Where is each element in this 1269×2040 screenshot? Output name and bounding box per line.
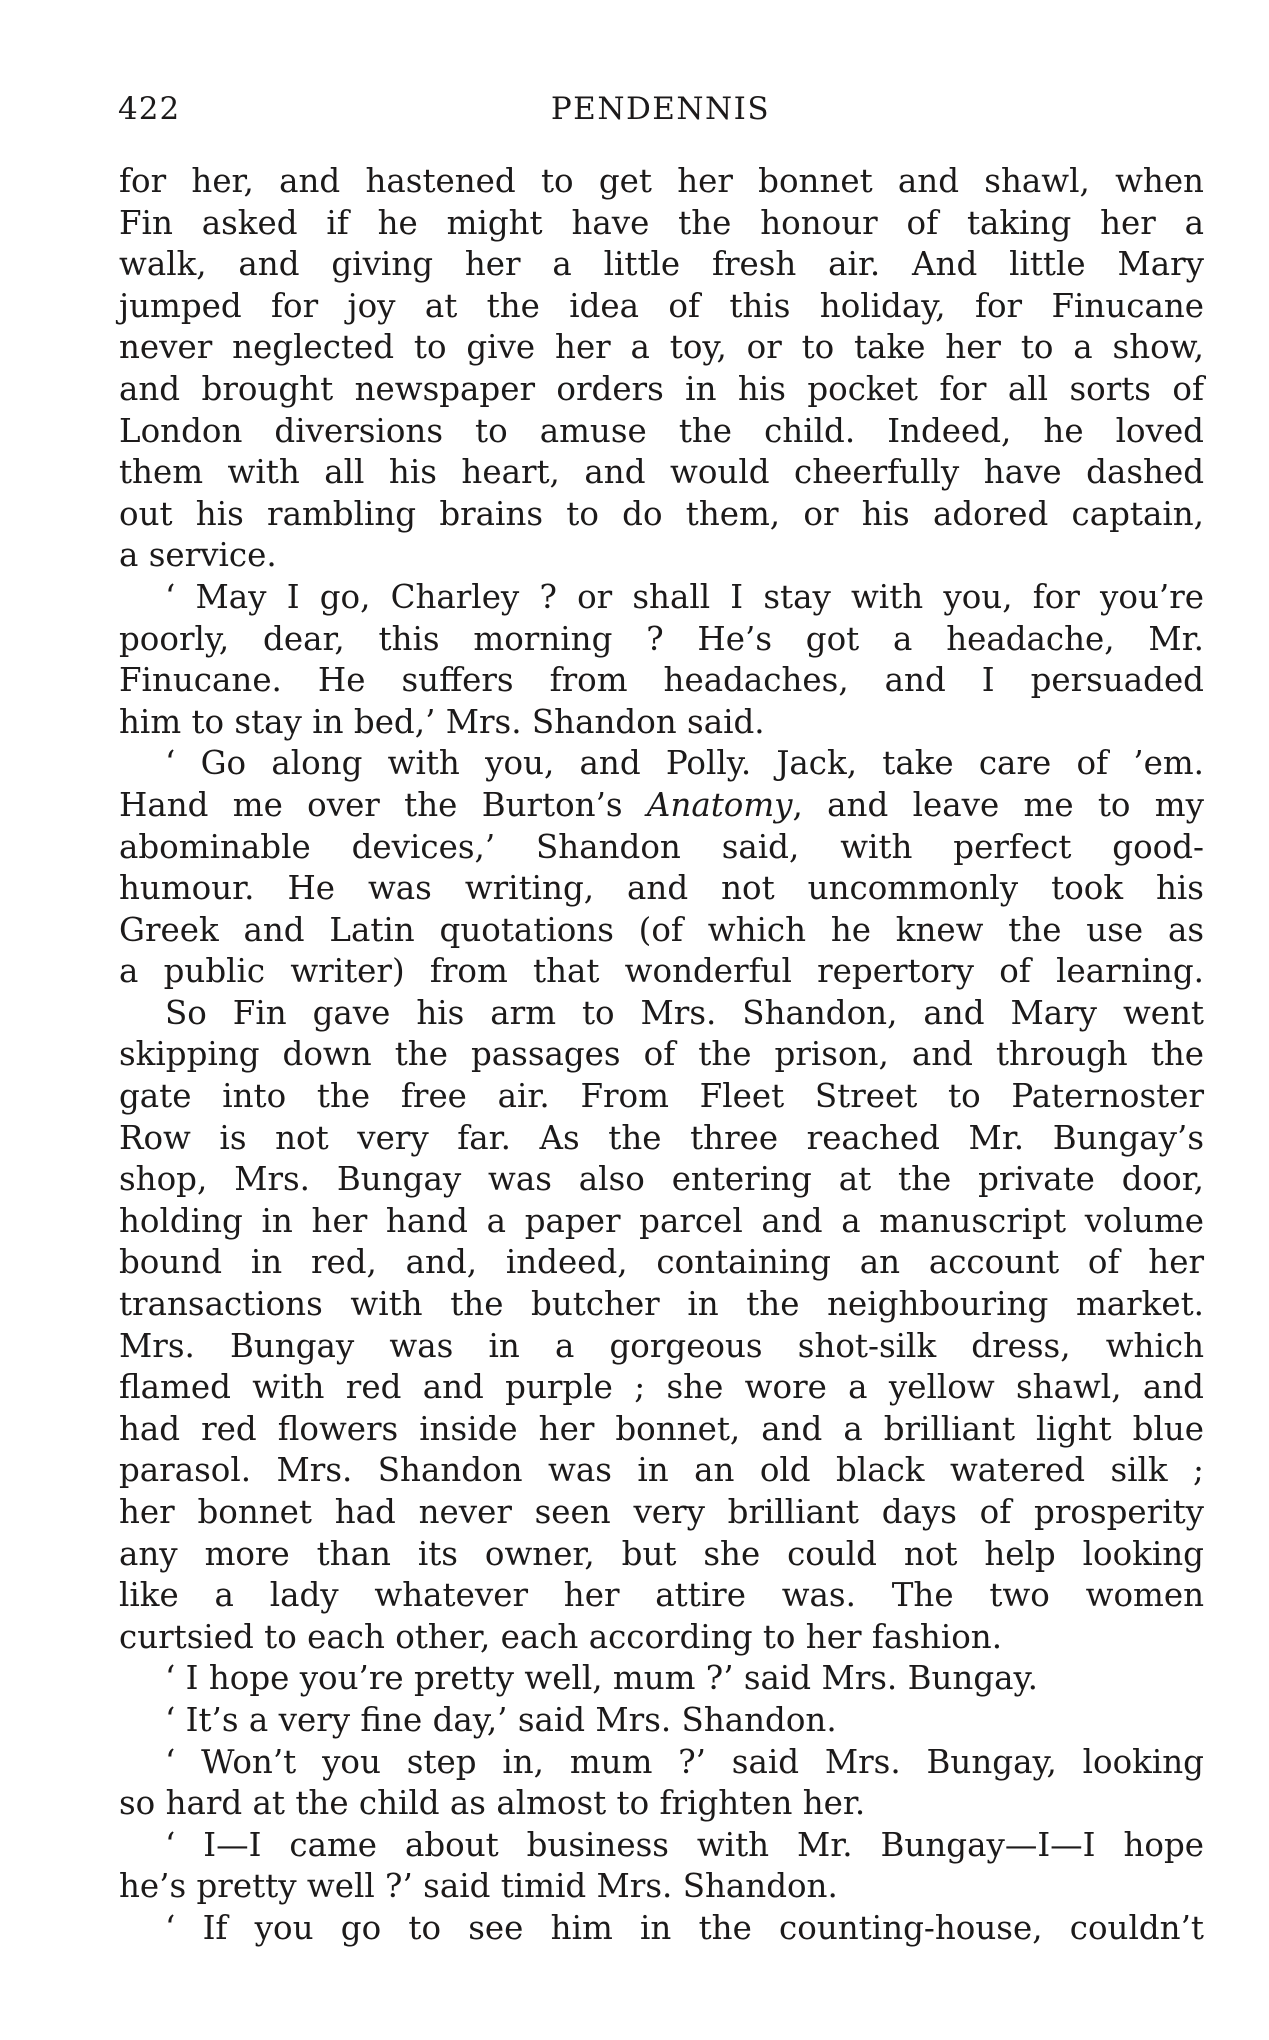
text-line: ‘ I hope you’re pretty well, mum ?’ said Mrs. Bungay. — [165, 1659, 1038, 1698]
text-line: Row is not very far. As the three reached Mr. Bungay’s — [119, 1118, 1204, 1157]
text-line: curtsied to each other, each according to her fashion. — [119, 1617, 1003, 1656]
running-title: PENDENNIS — [550, 91, 771, 127]
text-line: him to stay in bed,’ Mrs. Shandon said. — [119, 702, 765, 741]
text-line: any more than its owner, but she could not help looking — [119, 1534, 1204, 1573]
text-line: gate into the free air. From Fleet Street to Paternoster — [119, 1077, 1204, 1116]
running-head — [118, 84, 1203, 134]
text-line: ‘ Won’t you step in, mum ?’ said Mrs. Bungay, looking — [165, 1742, 1204, 1781]
text-line: ‘ I—I came about business with Mr. Bungay—I—I hope — [165, 1825, 1204, 1864]
text-line: had red flowers inside her bonnet, and a brilliant light blue — [119, 1409, 1204, 1448]
text-line: a public writer) from that wonderful repertory of learning. — [119, 952, 1204, 991]
text-line: Greek and Latin quotations (of which he knew the use as — [119, 910, 1204, 949]
text-line: never neglected to give her a toy, or to take her to a show, — [119, 328, 1204, 367]
text-line: poorly, dear, this morning ? He’s got a headache, Mr. — [119, 619, 1204, 658]
text-line: them with all his heart, and would cheerfully have dashed — [119, 453, 1204, 492]
text-line: skipping down the passages of the prison, and through the — [119, 1035, 1204, 1074]
text-line: parasol. Mrs. Shandon was in an old black watered silk ; — [119, 1451, 1204, 1490]
text-line: a service. — [119, 536, 277, 575]
text-line: ‘ If you go to see him in the counting-house, couldn’t — [165, 1908, 1204, 1947]
text-line: holding in her hand a paper parcel and a manuscript volume — [119, 1201, 1204, 1240]
text-fragment: , and leave me to my — [792, 785, 1204, 824]
text-line: ‘ It’s a very fine day,’ said Mrs. Shandon. — [165, 1700, 837, 1739]
text-line: Mrs. Bungay was in a gorgeous shot-silk dress, which — [119, 1326, 1204, 1365]
page-number: 422 — [118, 91, 181, 127]
text-line: So Fin gave his arm to Mrs. Shandon, and Mary went — [165, 993, 1204, 1032]
text-line: London diversions to amuse the child. Indeed, he loved — [119, 411, 1204, 450]
text-line: for her, and hastened to get her bonnet and shawl, when — [119, 162, 1204, 200]
text-line: transactions with the butcher in the neighbouring market. — [119, 1285, 1204, 1324]
text-line: bound in red, and, indeed, containing an account of her — [119, 1243, 1204, 1282]
text-fragment: Hand me over the Burton’s — [119, 785, 647, 824]
book-title-italic: Anatomy — [646, 785, 793, 824]
text-line: abominable devices,’ Shandon said, with perfect good- — [119, 827, 1204, 866]
text-line — [119, 785, 1204, 827]
text-line: ‘ Go along with you, and Polly. Jack, take care of ’em. — [165, 744, 1204, 783]
text-line: ‘ May I go, Charley ? or shall I stay with you, for you’re — [165, 577, 1204, 616]
text-line: like a lady whatever her attire was. The two women — [119, 1576, 1204, 1615]
text-line: he’s pretty well ?’ said timid Mrs. Shandon. — [119, 1867, 838, 1906]
text-line: walk, and giving her a little fresh air. And little Mary — [119, 245, 1204, 284]
text-line: shop, Mrs. Bungay was also entering at the private door, — [119, 1160, 1204, 1199]
text-line: Fin asked if he might have the honour of taking her a — [119, 203, 1204, 242]
text-line: flamed with red and purple ; she wore a yellow shawl, and — [119, 1368, 1204, 1407]
text-line: Finucane. He suffers from headaches, and I persuaded — [119, 661, 1204, 700]
body-text — [119, 161, 1204, 1950]
text-line: humour. He was writing, and not uncommonly took his — [119, 869, 1204, 908]
text-line: so hard at the child as almost to frighten her. — [119, 1784, 866, 1823]
text-line: and brought newspaper orders in his pocket for all sorts of — [119, 369, 1204, 408]
text-line: out his rambling brains to do them, or his adored captain, — [119, 494, 1204, 533]
text-line: jumped for joy at the idea of this holiday, for Finucane — [119, 286, 1204, 325]
text-line: her bonnet had never seen very brilliant days of prosperity — [119, 1493, 1204, 1531]
